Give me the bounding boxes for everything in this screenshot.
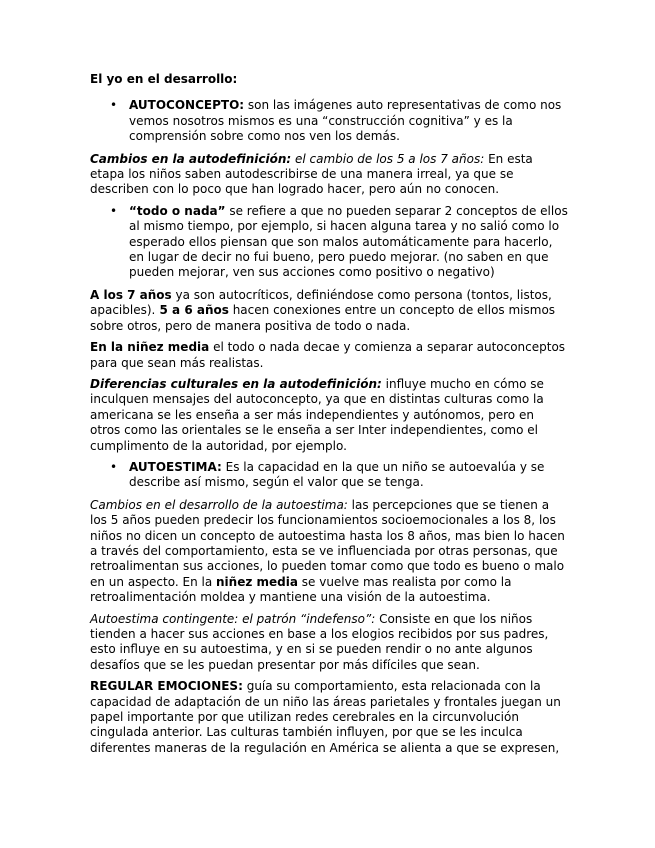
todo-o-nada-label: “todo o nada”: [129, 203, 226, 218]
ninez-media-paragraph: [90, 340, 568, 371]
cambios-autodefinicion-paragraph: [90, 152, 568, 198]
siete-anos-paragraph: [90, 288, 568, 334]
todo-o-nada-text: se refiere a que no pueden separar 2 conceptos de ellos al mismo tiempo, por ejemplo, si hacen alguna tarea y no salió como lo esperado ellos piensan que son malos automáticamente para hacerlo, en lugar de decir no fui bueno, pero puedo mejorar. (no saben en que pueden mejorar, ven sus acciones como positivo o negativo): [129, 203, 568, 280]
regular-emociones-text: guía su comportamiento, esta relacionada con la capacidad de adaptación de un niño las áreas parietales y frontales juegan un papel importante por que utilizan redes cerebrales en la circunvolución cingulada anterior. Las culturas también influyen, por que se les inculca diferentes maneras de la regulación en América se alienta a que se expresen,: [90, 679, 561, 755]
cambios-autoestima-paragraph: [90, 498, 568, 606]
cambios-autoestima-bold: niñez media: [216, 574, 298, 589]
cambios-autodefinicion-text: En esta etapa los niños saben autodescribirse de una manera irreal, ya que se describen con lo poco que han logrado hacer, pero aún no conocen.: [90, 151, 533, 197]
cinco-seis-anos-label: 5 a 6 años: [155, 303, 229, 318]
autoestima-label: AUTOESTIMA:: [129, 459, 222, 474]
diferencias-text: influye mucho en cómo se inculquen mensajes del autoconcepto, ya que en distintas culturas como la americana se les enseña a ser más independientes y autónomos, pero en otros como las orientales se le enseña a ser Inter independientes, como el cumplimento de la autoridad, por ejemplo.: [90, 376, 544, 453]
bullet-icon: •: [110, 98, 118, 113]
ninez-media-text: el todo o nada decae y comienza a separar autoconceptos para que sean más realistas.: [90, 340, 566, 370]
contingente-text: Consiste en que los niños tienden a hacer sus acciones en base a los elogios recibidos por sus padres, esto influye en su autoestima, y en si se pueden rendir o no ante algunos desafíos que se les puedan presentar por más difíciles que sean.: [90, 611, 549, 672]
bullet-icon: •: [110, 459, 118, 474]
cambios-autoestima-label: Cambios en el desarrollo de la autoestima:: [90, 497, 348, 512]
document-page: [90, 72, 568, 762]
cambios-autoestima-text-2: se vuelve mas realista por como la retroalimentación moldea y mantiene una visión de la autoestima.: [90, 574, 512, 605]
todo-o-nada-list: [90, 204, 568, 281]
bullet-icon: •: [110, 203, 118, 218]
todo-o-nada-item: [110, 203, 568, 281]
autoestima-list: [90, 460, 568, 491]
autoconcepto-label: AUTOCONCEPTO:: [129, 98, 245, 113]
contingente-label: Autoestima contingente: el patrón “indefenso”:: [90, 611, 376, 626]
autoestima-text: Es la capacidad en la que un niño se autoevalúa y se describe así mismo, según el valor que se tenga.: [129, 459, 545, 490]
regular-emociones-paragraph: [90, 679, 568, 756]
diferencias-paragraph: [90, 377, 568, 454]
regular-emociones-label: REGULAR EMOCIONES:: [90, 679, 243, 694]
cinco-seis-anos-text: hacen conexiones entre un concepto de ellos mismos sobre otros, pero de manera positiva de todo o nada.: [90, 303, 556, 333]
diferencias-label: Diferencias culturales en la autodefinición:: [90, 376, 382, 391]
autoconcepto-item: [110, 98, 568, 144]
siete-anos-label: A los 7 años: [90, 287, 172, 302]
siete-anos-text: ya son autocríticos, definiéndose como persona (tontos, listos, apacibles).: [90, 287, 552, 318]
ninez-media-label: En la niñez media: [90, 340, 210, 355]
title-text: El yo en el desarrollo:: [90, 72, 238, 86]
autoconcepto-list: [90, 98, 568, 144]
autoconcepto-text: son las imágenes auto representativas de como nos vemos nosotros mismos es una “construcción cognitiva” y es la comprensión sobre como nos ven los demás.: [129, 98, 562, 144]
contingente-paragraph: [90, 612, 568, 674]
section-title: [90, 72, 568, 87]
cambios-autodefinicion-subtitle: el cambio de los 5 a los 7 años:: [291, 151, 485, 166]
cambios-autodefinicion-label: Cambios en la autodefinición:: [90, 151, 292, 166]
autoestima-item: [110, 459, 568, 491]
cambios-autoestima-text-1: las percepciones que se tienen a los 5 años pueden predecir los funcionamientos socioemocionales a los 8, los niños no dicen un concepto de autoestima hasta los 8 años, mas bien lo hacen a través del comportamiento, esta se ve influenciada por otras personas, que retroalimentan sus acciones, lo pueden tomar como que todo es bueno o malo en un aspecto. En la: [90, 497, 565, 589]
